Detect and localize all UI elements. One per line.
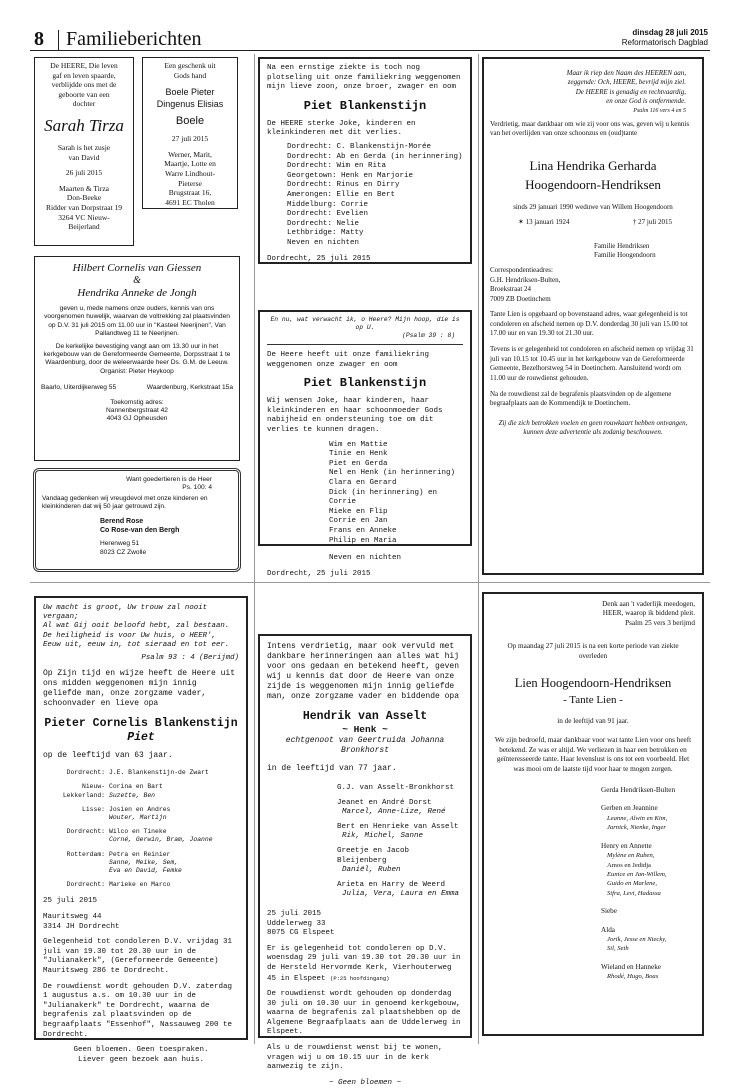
- list-item: Siebe: [601, 907, 617, 916]
- lina-born: ✶ 13 januari 1924: [518, 218, 570, 227]
- piet1-text: De HEERE sterke Joke, kinderen en kleinkinderen met dit verlies.: [267, 119, 416, 138]
- boele-intro: Een geschenk uit Gods hand: [164, 61, 216, 80]
- header-date-block: [622, 28, 708, 48]
- newspaper-name: Reformatorisch Dagblad: [621, 38, 708, 47]
- hendrik-age: in de leeftijd van 77 jaar.: [267, 764, 397, 773]
- pieter-service: De rouwdienst wordt gehouden D.V. zaterdag 1 augustus a.s. om 10.30 uur in de "Julianakerk" te Dordrecht, waarna de begrafenis zal plaatsvinden op de begraafplaats "Essenhof", Nassauweg 200 te Dordrecht.: [43, 982, 233, 1039]
- piet2-family-list: [267, 441, 463, 564]
- pieter-call-name: Piet: [127, 731, 155, 745]
- list-item: Rotterdam: Petra en Reinier Sanne, Meike, Sem, Eva en David, Femke: [66, 850, 182, 875]
- rose-verse: Want goedertieren is de Heer Ps. 100: 4: [126, 476, 212, 492]
- piet1-intro: Na een ernstige ziekte is toch nog plotseling uit onze familiekring weggenomen mijn lieve zoon, onze broer, zwager en oom: [267, 64, 461, 92]
- lina-name-last: Hoogendoorn-Hendriksen: [525, 176, 661, 192]
- pieter-age: op de leeftijd van 63 jaar.: [43, 751, 173, 761]
- list-item: Corrie en Jan: [329, 517, 388, 526]
- list-item: Dordrecht: Wim en Rita: [287, 162, 387, 171]
- header-date: dinsdag 28 juli 2015: [632, 28, 708, 37]
- list-item: Dick (in herinnering) en Corrie: [329, 488, 438, 507]
- sarah-quote: De HEERE, Die leven gaf en leven spaarde, verblijdde ons met de geboorte van een dochter: [50, 61, 118, 109]
- list-item: Middelburg: Corrie: [287, 200, 369, 209]
- list-item: Neven en nichten: [287, 238, 360, 247]
- sarah-name: Sarah Tirza: [44, 115, 124, 135]
- list-item: Jeanet en André Dorst: [337, 798, 432, 807]
- wedding-text-church: De kerkelijke bevestiging vangt aan om 13.30 uur in het kerkgebouw van de Gereformeerde Gemeente, Dorpsstraat 1 te Waardenburg, door de weleerwaarde heer Ds. G.M. de Leeuw.: [43, 342, 231, 367]
- wedding-text-civil: geven u, mede namens onze ouders, kennis van ons voorgenomen huwelijk, waarvan de voltrekking zal plaatsvinden op D.V. 31 juli 2015 om 11.00 uur in "Kasteel Neerijnen", Van Pallandtweg 11 te Neerijnen.: [44, 305, 230, 338]
- address-left: Baarlo, Uiterdijkenweg 55: [41, 384, 117, 392]
- list-item: Neven en nichten: [329, 554, 402, 563]
- piet1-footer: Dordrecht, 25 juli 2015: [267, 254, 371, 263]
- list-item: Nel en Henk (in herinnering): [329, 469, 456, 478]
- lien-call-name: - Tante Lien -: [563, 694, 623, 707]
- list-item: Wim en Mattie: [329, 440, 388, 449]
- hendrik-attend: Als u de rouwdienst wenst bij te wonen, vragen wij u om 10.15 uur in de kerk aanwezig te zijn.: [267, 1044, 443, 1072]
- groom-name: Hilbert Cornelis van Giessen: [72, 262, 202, 274]
- piet1-family-list: [267, 143, 463, 249]
- list-item: Dordrecht: C. Blankenstijn-Morée: [287, 142, 432, 151]
- lina-burial: Na de rouwdienst zal de begrafenis plaatsvinden op de algemene begraafplaats aan de Kommendijk te Doetinchem.: [490, 389, 672, 408]
- future-address: Toekomstig adres: Nannenbergstraat 42 4043 GJ Opheusden: [106, 398, 168, 423]
- list-item: Piet en Gerda: [329, 459, 388, 468]
- header-rule: [30, 50, 710, 51]
- column-rule: [254, 54, 255, 1044]
- list-item: Dordrecht: Ab en Gerda (in herinnering): [287, 152, 463, 161]
- pieter-intro: Op Zijn tijd en wijze heeft de Heere uit ons midden weggenomen mijn innig geliefde man, onze zorgzame vader, schoonvader en lieve opa: [43, 669, 236, 709]
- hendrik-call-name: ~ Henk ~: [342, 724, 388, 735]
- organist: Organist: Pieter Heykoop: [100, 367, 174, 375]
- bride-name: Hendrika Anneke de Jongh: [77, 287, 197, 299]
- list-item: Georgetown: Henk en Marjorie: [287, 171, 414, 180]
- pieter-condolence: Gelegenheid tot condoleren D.V. vrijdag 31 juli van 19.30 tot 20.30 uur in de "Julianakerk", (Gereformeerde Gemeente) Mauritsweg 286 te Dordrecht.: [43, 938, 233, 976]
- list-item: Nieuw-Lekkerland: Corina en Bart Suzette, Ben: [62, 783, 163, 799]
- obituary-lien: [482, 592, 704, 1036]
- lien-verse: Denk aan 't vaderlijk meedogen, HEER, waarop ik biddend pleit. Psalm 25 vers 3 berijmd: [602, 600, 695, 627]
- hendrik-closing: ~ Geen bloemen ~: [328, 1078, 401, 1087]
- lien-family-list: Gerda Hendriksen-Bulten Gerben en Jeannine Leanne, Alwin en Kim, Jarnick, Nienke, Inger Henry en Annette Mylène en Ruben, Amos en Jedidja Eunice en Jan-Willem, Guido en Marlene, Sifra, Levi, Hadassa Siebe Alda Jorik, Jesse en Niecky, Sil, Seth Wieland en Hanneke Rhodé, Hugo, Boas: [491, 786, 695, 982]
- obituary-piet-family: [258, 57, 472, 264]
- birth-notice-boele: [142, 57, 238, 209]
- pieter-family-list: [43, 769, 239, 889]
- list-item: Gerda Hendriksen-Bulten: [601, 786, 676, 795]
- boele-parents: Werner, Marit, Maartje, Lotte en Warre Lindhout- Pieterse Brugstraat 16, 4691 EC Tholen: [164, 149, 216, 207]
- piet2-verse: En nu, wat verwacht ik, o Heere? Mijn hoop, die is op U.: [270, 316, 460, 331]
- obituary-hendrik: [258, 634, 472, 1087]
- ampersand: &: [133, 275, 141, 286]
- obituary-lina: [482, 57, 704, 575]
- rose-address: Herenweg 51 8023 CZ Zwolle: [100, 540, 147, 556]
- list-item: Frans en Anneke: [329, 526, 397, 535]
- list-item: Dordrecht: Marieke en Marco: [66, 881, 171, 889]
- pieter-verse: Uw macht is groot, Uw trouw zal nooit vergaan; Al wat Gij ooit beloofd hebt, zal bestaan. De heiligheid is voor Uw huis, o HEER', Eeuw uit, eeuw in, tot sieraad en tot eer.: [43, 604, 230, 649]
- hendrik-family-list: G.J. van Asselt-Bronkhorst Jeanet en André Dorst Marcel, Anne-Lize, René Bert en Henrieke van Asselt Rik, Michel, Sanne Greetje en Jacob Bleijenberg Daniël, Ruben Arieta en Harry de Weerd Julia, Vera, Laura en Emma: [267, 784, 463, 900]
- obituary-piet-inlaws: [258, 310, 472, 578]
- list-item: Dordrecht: Rinus en Dirry: [287, 181, 400, 190]
- obituary-pieter: [34, 596, 248, 1064]
- boele-names: Boele Pieter Dingenus Elisias: [156, 87, 224, 110]
- list-item: Gerben en Jeannine: [601, 804, 658, 813]
- pieter-verse-ref: Psalm 93 : 4 (Berijmd): [141, 654, 239, 663]
- list-item: G.J. van Asselt-Bronkhorst: [337, 784, 455, 792]
- list-item: Bert en Henrieke van Asselt: [337, 822, 459, 831]
- column-rule: [478, 54, 479, 1044]
- boele-call-name: Boele: [175, 115, 205, 128]
- piet2-text: Wij wensen Joke, haar kinderen, haar kleinkinderen en haar schoonmoeder Gods nabijheid en ondersteuning toe om dit verlies te kunnen dragen.: [267, 397, 443, 434]
- list-item: Lisse: Josien en Andres Wouter, Martijn: [81, 805, 171, 822]
- wedding-addresses: [41, 384, 233, 392]
- list-item: Lethbridge: Matty: [287, 229, 364, 238]
- section-title: Familieberichten: [66, 28, 202, 50]
- hendrik-intro: Intens verdrietig, maar ook vervuld met dankbare herinneringen aan alles wat hij voor ons gedaan en betekend heeft, geven wij u kennis dat door de Heere van onze zijde is weggenomen mijn innig geliefde man, onze zorgzame vader en biddende opa: [267, 642, 460, 701]
- lien-age: in de leeftijd van 91 jaar.: [557, 717, 629, 726]
- piet1-name: Piet Blankenstijn: [303, 98, 427, 113]
- hendrik-condolence: Er is gelegenheid tot condoleren op D.V. woensdag 29 juli van 19.30 tot 20.30 uur in de Hersteld Hervormde Kerk, Vierhouterweg 45 in Elspeet (P:25 hoofdingang): [267, 944, 461, 983]
- list-item: Dordrecht: Wilco en Tineke Corné, Gerwin, Bram, Joanne: [66, 828, 213, 844]
- piet2-footer: Dordrecht, 25 juli 2015: [267, 569, 371, 578]
- rose-text: Vandaag gedenken wij vreugdevol met onze kinderen en kleinkinderen dat wij 50 jaar getrouwd zijn.: [42, 494, 208, 511]
- list-item: Dordrecht: Evelien: [287, 210, 369, 219]
- lina-service: Tevens is er gelegenheid tot condoleren en afscheid nemen op vrijdag 31 juli van 10.15 tot 10.45 uur in het kerkgebouw van de Gereformeerde Gemeente, Bezelhorstweg 54 in Doetinchem. Aansluitend wordt om 11.00 uur de rouwdienst gehouden.: [490, 345, 694, 382]
- list-item: Arieta en Harry de Weerd: [337, 880, 446, 889]
- hendrik-name: Hendrik van Asselt: [302, 710, 428, 723]
- list-item: Alda: [601, 925, 615, 934]
- piet2-intro: De Heere heeft uit onze familiekring weggenomen onze zwager en oom: [267, 351, 430, 369]
- lien-intro: Op maandag 27 juli 2015 is na een korte periode van ziekte overleden: [507, 642, 679, 660]
- list-item: Greetje en Jacob Bleijenberg: [337, 846, 410, 865]
- lina-widow: sinds 29 januari 1990 weduwe van Willem Hoogendoorn: [513, 202, 673, 211]
- piet2-name: Piet Blankenstijn: [303, 376, 427, 391]
- lina-intro: Verdrietig, maar dankbaar om wie zij voor ons was, geven wij u kennis van het overlijden van onze schoonzus en (oud)tante: [490, 120, 690, 138]
- lien-text: We zijn bedroefd, maar dankbaar voor wat tante Lien voor ons heeft betekend. Ze was er altijd. We verliezen in haar een betrokken en geïnteresseerde tante. Haar levenslust is ons tot een voorbeeld. Het was mooi om de laatste tijd voor haar te mogen zorgen.: [494, 736, 692, 773]
- list-item: Tinie en Henk: [329, 450, 388, 459]
- section-rule: [30, 582, 710, 583]
- pieter-address: Mauritsweg 44 3314 JH Dordrecht: [43, 913, 120, 931]
- list-item: Philip en Maria: [329, 536, 397, 545]
- pieter-name: Pieter Cornelis Blankenstijn: [44, 717, 238, 731]
- list-item: Dordrecht: Nelie: [287, 219, 360, 228]
- lina-died: † 27 juli 2015: [632, 218, 672, 227]
- hendrik-note: (P:25 hoofdingang): [330, 974, 390, 982]
- list-item: Wieland en Hanneke: [601, 962, 661, 971]
- rose-names: Berend Rose Co Rose-van den Bergh: [100, 517, 180, 535]
- pieter-closing: Geen bloemen. Geen toespraken. Liever geen bezoek aan huis.: [73, 1046, 209, 1064]
- header-divider: [58, 30, 59, 50]
- sarah-details: Sarah is het zusje van David 26 juli 2015 Maarten & Tirza Don-Beeke Ridder van Dorpstraat 19 3264 VC Nieuw- Beijerland: [45, 142, 123, 232]
- list-item: Amerongen: Ellie en Bert: [287, 190, 396, 199]
- lien-name: Lien Hoogendoorn-Hendriksen: [514, 676, 672, 691]
- lina-verse: Maar ik riep den Naam des HEEREN aan, zeggende: Och, HEERE, bevrijd mijn ziel. De HEERE is genadig en rechtvaardig, en onze God is ontfermende. Psalm 116 vers 4 en 5: [566, 69, 686, 114]
- lina-families: Familie Hendriksen Familie Hoogendoorn: [594, 241, 656, 260]
- hendrik-address: 25 juli 2015 Uddelerweg 33 8075 CG Elspeet: [267, 909, 335, 938]
- list-item: Mieke en Flip: [329, 507, 388, 516]
- lina-correspondence: Correspondentieadres: G.H. Hendriksen-Bulten, Broekstraat 24 7009 ZB Doetinchem: [490, 266, 561, 303]
- lina-name-first: Lina Hendrika Gerharda: [529, 157, 657, 173]
- list-item: Dordrecht: J.E. Blankenstijn-de Zwart: [66, 769, 209, 777]
- birth-notice-sarah: [34, 57, 134, 246]
- wedding-announcement: [34, 256, 240, 461]
- anniversary-notice-rose: [33, 468, 241, 572]
- lina-closing: Zij die zich betrokken voelen en geen rouwkaart hebben ontvangen, kunnen deze advertentie als zodanig beschouwen.: [498, 418, 688, 437]
- boele-date: 27 juli 2015: [171, 134, 209, 144]
- address-right: Waardenburg, Kerkstraat 15a: [146, 384, 233, 392]
- hendrik-service: De rouwdienst wordt gehouden op donderdag 30 juli om 10.30 uur in genoemd kerkgebouw, waarna de begrafenis zal plaatshebben op de Algemene Begraafplaats aan de Uddelerweg in Elspeet.: [267, 990, 461, 1037]
- pieter-date: 25 juli 2015: [43, 897, 98, 906]
- hendrik-spouse: echtgenoot van Geertruida Johanna Bronkhorst: [285, 736, 445, 755]
- lina-viewing: Tante Lien is opgebaard op bovenstaand adres, waar gelegenheid is tot condoleren en afscheid nemen op D.V. donderdag 30 juli van 15.00 tot 17.00 uur en van 19.30 tot 21.30 uur.: [490, 310, 688, 337]
- lina-dates: [490, 218, 696, 227]
- page-number: 8: [34, 28, 44, 50]
- piet2-verse-ref: (Psalm 39 : 8): [402, 332, 455, 339]
- list-item: Henry en Annette: [601, 841, 652, 850]
- list-item: Clara en Gerard: [329, 478, 397, 487]
